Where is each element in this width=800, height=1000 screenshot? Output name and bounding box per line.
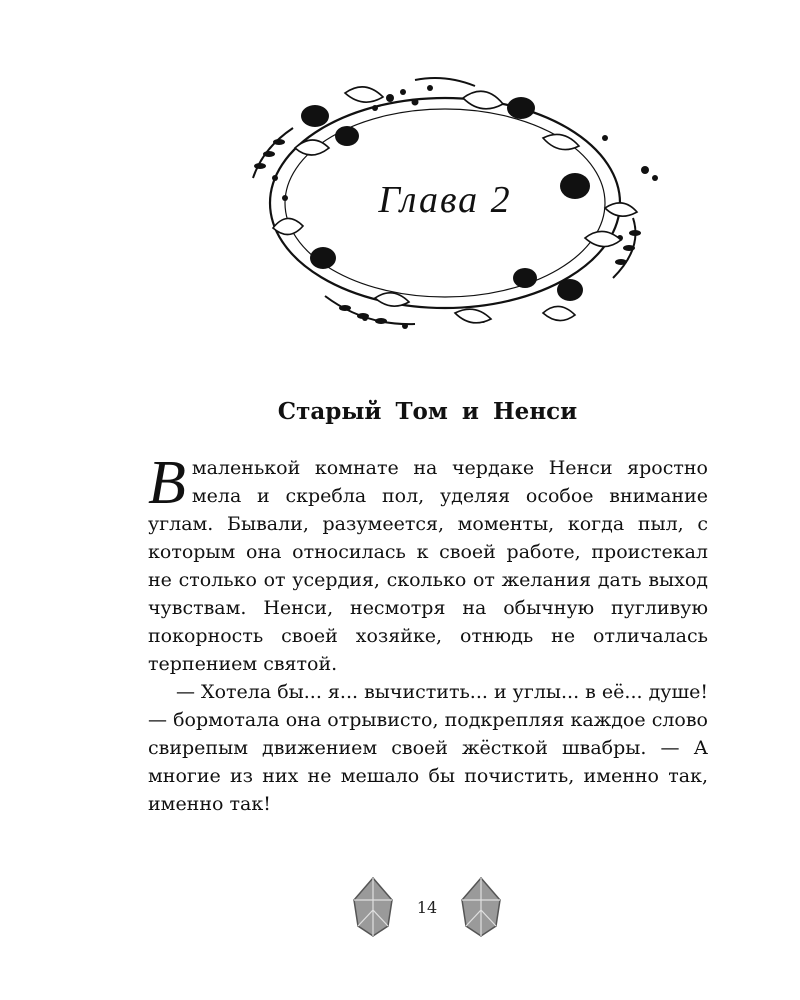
paragraph-1 xyxy=(148,449,708,678)
drop-cap: В xyxy=(148,449,186,517)
section-title: Старый Том и Ненси xyxy=(277,398,578,425)
gem-ornament-left-icon xyxy=(348,876,398,938)
paragraph-1-text: маленькой комнате на чердаке Ненси яростно мела и скребла пол, уделяя особое внимание углам. Бывали, разумеется, моменты, когда пыл, с которым она относилась к своей работе, проистекал не столько от усердия, сколько от желания дать выход чувствам. Ненси, несмотря на обычную пугливую покорность своей хозяйке, отнюдь не отличалась терпением святой. xyxy=(148,457,708,675)
page-number: 14 xyxy=(416,898,438,917)
gem-ornament-right-icon xyxy=(456,876,506,938)
paragraph-2: — Хотела бы... я... вычистить... и углы... в её... душе! — бормотала она отрывисто, подкрепляя каждое слово свирепым движением своей жёсткой швабры. — А многие из них не мешало бы почистить, именно так, именно так! xyxy=(148,681,708,815)
chapter-title: Глава 2 xyxy=(378,179,512,221)
page-footer xyxy=(0,876,800,946)
body-text xyxy=(148,449,708,818)
